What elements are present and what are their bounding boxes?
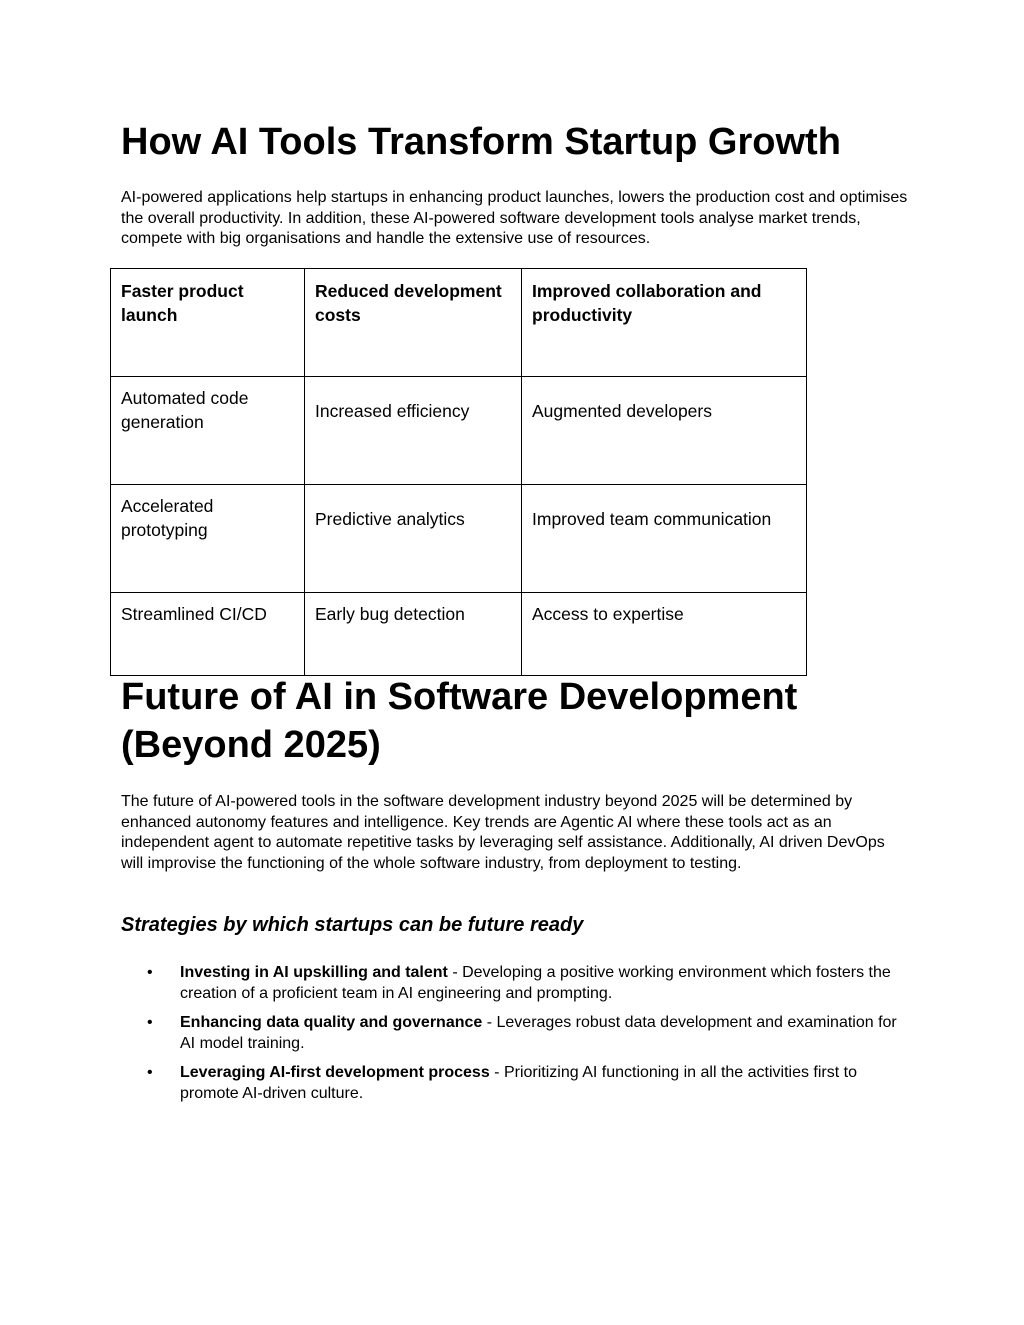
table-cell: Streamlined CI/CD	[111, 593, 305, 676]
table-row	[111, 377, 807, 485]
section-heading-ai-tools: How AI Tools Transform Startup Growth	[121, 121, 841, 163]
list-item-title: Leveraging AI-first development process	[180, 1064, 490, 1081]
bullet-icon: •	[147, 1014, 153, 1031]
bullet-icon: •	[147, 1064, 153, 1081]
table-header-cell: Faster product launch	[111, 269, 305, 377]
list-item	[121, 963, 901, 1004]
table-cell: Automated code generation	[111, 377, 305, 485]
list-item	[121, 1063, 901, 1104]
table-cell: Accelerated prototyping	[111, 485, 305, 593]
table-row	[111, 485, 807, 593]
table-cell: Increased efficiency	[305, 377, 522, 485]
table-cell: Early bug detection	[305, 593, 522, 676]
table-cell: Improved team communication	[522, 485, 807, 593]
list-item-text: - Leverages robust data development and examination for AI model training.	[180, 1014, 897, 1052]
list-item-title: Enhancing data quality and governance	[180, 1014, 483, 1031]
table-cell: Access to expertise	[522, 593, 807, 676]
list-item	[121, 1013, 901, 1054]
table-header-cell: Improved collaboration and productivity	[522, 269, 807, 377]
section-heading-future: Future of AI in Software Development (Beyond 2025)	[121, 676, 798, 766]
benefits-table	[110, 268, 807, 676]
list-item-text: - Developing a positive working environment which fosters the creation of a proficient team in AI engineering and prompting.	[180, 964, 891, 1002]
intro-paragraph: AI-powered applications help startups in enhancing product launches, lowers the production cost and optimises the overall productivity. In addition, these AI-powered software development tools analyse market trends, compete with big organisations and handle the extensive use of resources.	[121, 189, 908, 247]
strategies-subheading: Strategies by which startups can be future ready	[121, 914, 584, 936]
table-header-cell: Reduced development costs	[305, 269, 522, 377]
table-header-row	[111, 269, 807, 377]
table-cell: Augmented developers	[522, 377, 807, 485]
list-item-title: Investing in AI upskilling and talent	[180, 964, 448, 981]
future-paragraph: The future of AI-powered tools in the software development industry beyond 2025 will be determined by enhanced autonomy features and intelligence. Key trends are Agentic AI where these tools act as an independent agent to automate repetitive tasks by leveraging self assistance. Additionally, AI driven DevOps will improvise the functioning of the whole software industry, from deployment to testing.	[121, 793, 885, 872]
table-row	[111, 593, 807, 676]
bullet-icon: •	[147, 964, 153, 981]
list-item-text: - Prioritizing AI functioning in all the activities first to promote AI-driven culture.	[180, 1064, 857, 1102]
strategies-list	[121, 963, 901, 1113]
table-cell: Predictive analytics	[305, 485, 522, 593]
